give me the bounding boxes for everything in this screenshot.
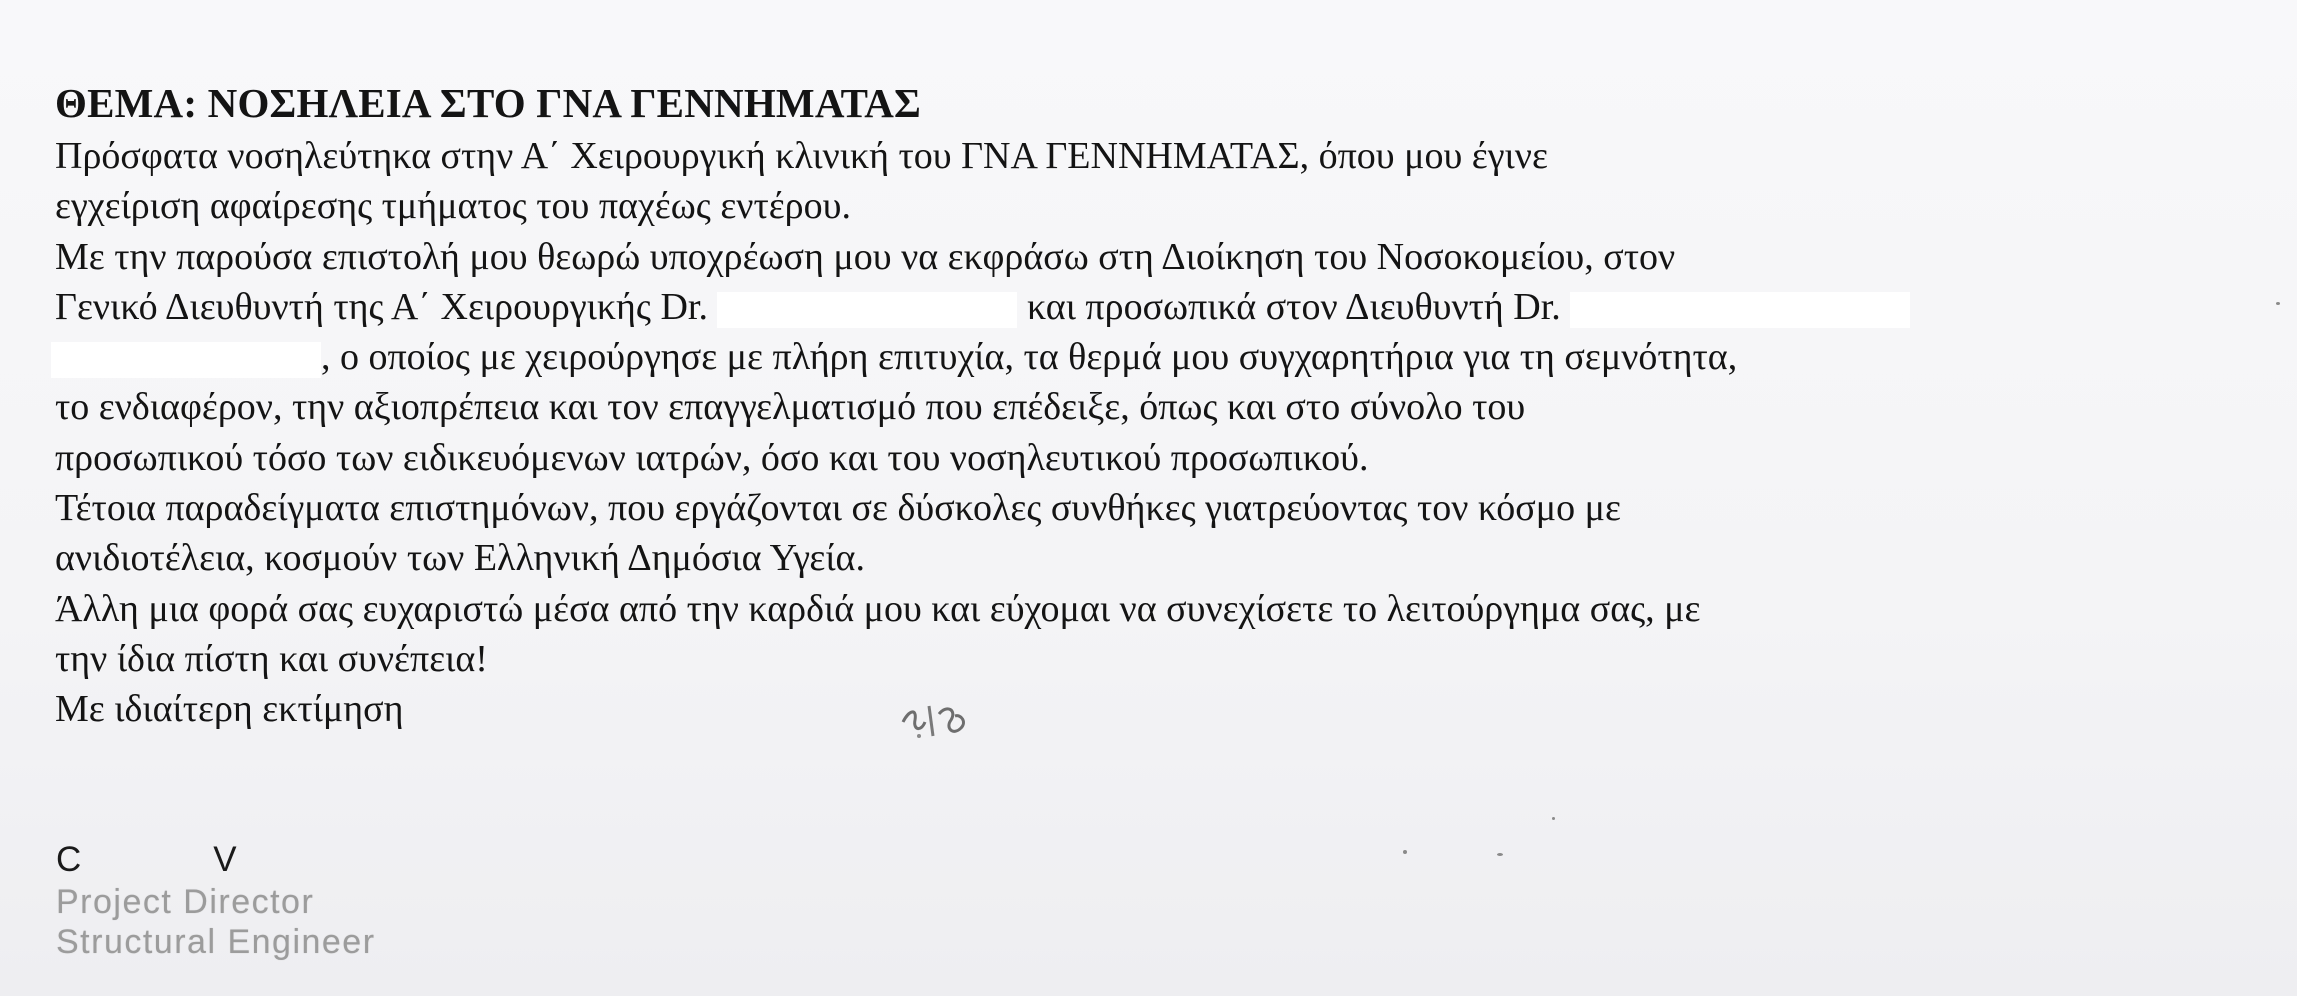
signature-role-2: Structural Engineer bbox=[56, 923, 376, 961]
letter-subject: ΘΕΜΑ: ΝΟΣΗΛΕΙΑ ΣΤΟ ΓΝΑ ΓΕΝΝΗΜΑΤΑΣ bbox=[55, 80, 922, 126]
signature-role-1: Project Director bbox=[56, 883, 315, 921]
letter-line-5 bbox=[55, 332, 2255, 382]
letter-line-9: ανιδιοτέλεια, κοσμούν των Ελληνική Δημόσια Υγεία. bbox=[55, 537, 865, 580]
scan-speck bbox=[1403, 850, 1407, 854]
signature-initials bbox=[56, 838, 376, 882]
letter-line-4-start: Γενικό Διευθυντή της Α΄ Χειρουργικής Dr. bbox=[55, 285, 718, 328]
letter-closing: Με ιδιαίτερη εκτίμηση bbox=[55, 688, 404, 731]
ink-scribble-mark bbox=[895, 692, 977, 744]
letter-line-6: το ενδιαφέρον, την αξιοπρέπεια και τον επαγγελματισμό που επέδειξε, όπως και στο σύνολο του bbox=[55, 386, 1526, 429]
redaction-box bbox=[717, 292, 1017, 328]
signature-initial-first: C bbox=[56, 840, 82, 879]
scan-speck bbox=[1497, 853, 1503, 856]
letter-line-8: Τέτοια παραδείγματα επιστημόνων, που εργάζονται σε δύσκολες συνθήκες γιατρεύοντας τον κόσμο με bbox=[55, 487, 1621, 530]
redaction-box bbox=[51, 342, 321, 378]
scan-speck bbox=[2276, 302, 2280, 305]
letter-line-10: Άλλη μια φορά σας ευχαριστώ μέσα από την καρδιά μου και εύχομαι να συνεχίσετε το λειτούργημα σας, με bbox=[55, 587, 1701, 630]
letter-line-4-middle: και προσωπικά στον Διευθυντή Dr. bbox=[1017, 285, 1571, 328]
signature-block bbox=[56, 838, 376, 962]
letter-line-3: Με την παρούσα επιστολή μου θεωρώ υποχρέωση μου να εκφράσω στη Διοίκηση του Νοσοκομείου, στον bbox=[55, 235, 1676, 278]
letter-line-5-text: , ο οποίος με χειρούργησε με πλήρη επιτυχία, τα θερμά μου συγχαρητήρια για τη σεμνότητα, bbox=[321, 336, 1738, 379]
redaction-box bbox=[1570, 292, 1910, 328]
letter-line-7: προσωπικού τόσο των ειδικευόμενων ιατρών, όσο και του νοσηλευτικού προσωπικού. bbox=[55, 436, 1369, 479]
letter-body bbox=[55, 76, 2255, 735]
letter-line-2: εγχείριση αφαίρεσης τμήματος του παχέως εντέρου. bbox=[55, 185, 851, 228]
letter-line-1: Πρόσφατα νοσηλεύτηκα στην Α΄ Χειρουργική κλινική του ΓΝΑ ΓΕΝΝΗΜΑΤΑΣ, όπου μου έγινε bbox=[55, 135, 1548, 177]
letter-line-11: την ίδια πίστη και συνέπεια! bbox=[55, 637, 488, 680]
letter-line-4 bbox=[55, 282, 2255, 332]
scan-speck bbox=[1552, 817, 1555, 820]
signature-initial-last: V bbox=[213, 840, 237, 879]
